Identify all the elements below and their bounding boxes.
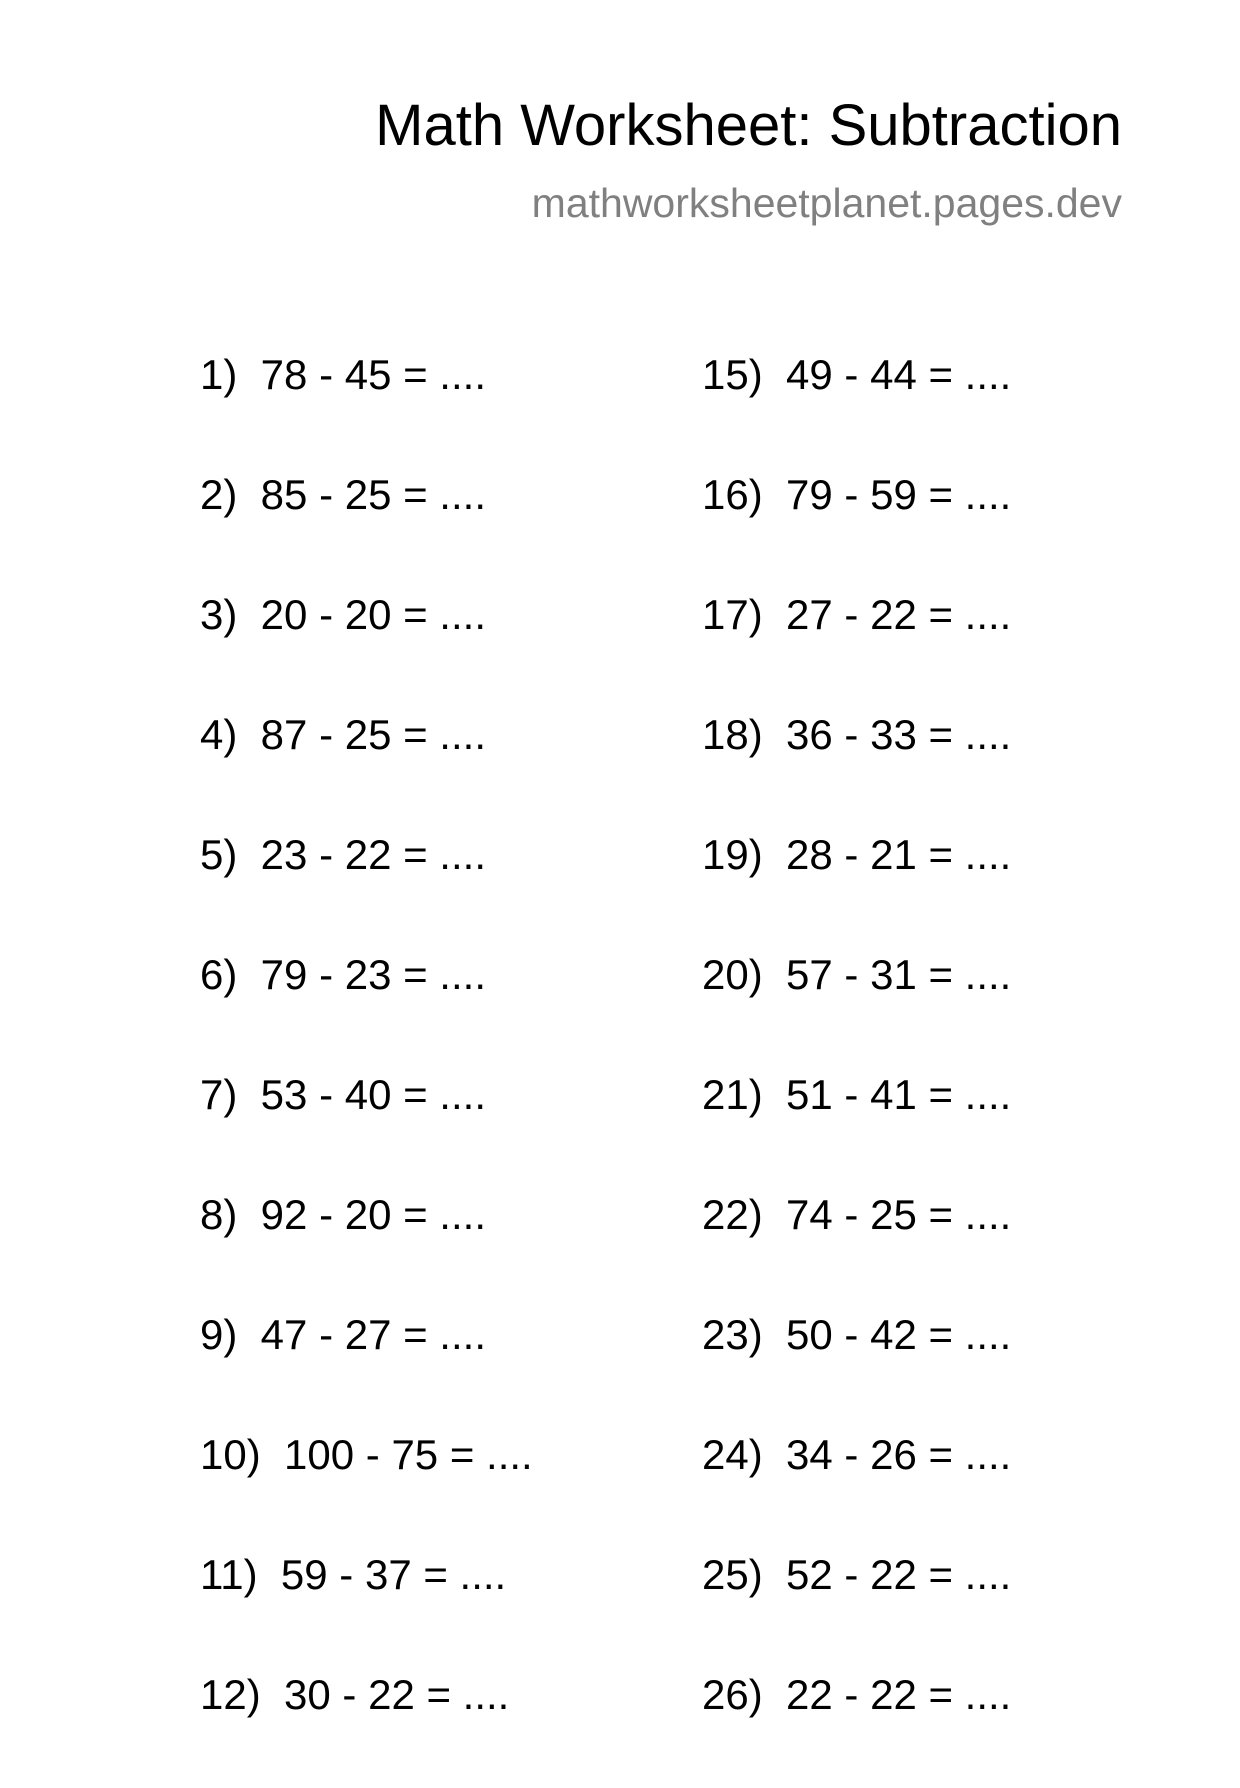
problem-15: 15) 49 - 44 = .... <box>702 351 1012 398</box>
worksheet-header <box>375 92 1122 228</box>
problem-18: 18) 36 - 33 = .... <box>702 711 1012 758</box>
site-url: mathworksheetplanet.pages.dev <box>531 180 1122 226</box>
problem-24: 24) 34 - 26 = .... <box>702 1431 1012 1478</box>
problem-20: 20) 57 - 31 = .... <box>702 951 1012 998</box>
problem-21: 21) 51 - 41 = .... <box>702 1071 1012 1118</box>
problem-9: 9) 47 - 27 = .... <box>200 1311 486 1358</box>
problem-7: 7) 53 - 40 = .... <box>200 1071 486 1118</box>
problem-3: 3) 20 - 20 = .... <box>200 591 486 638</box>
problem-2: 2) 85 - 25 = .... <box>200 471 486 518</box>
problem-8: 8) 92 - 20 = .... <box>200 1191 486 1238</box>
problem-10: 10) 100 - 75 = .... <box>200 1431 533 1478</box>
page-title: Math Worksheet: Subtraction <box>375 93 1122 158</box>
problem-11: 11) 59 - 37 = .... <box>200 1551 507 1598</box>
problem-4: 4) 87 - 25 = .... <box>200 711 486 758</box>
problem-5: 5) 23 - 22 = .... <box>200 831 486 878</box>
problem-16: 16) 79 - 59 = .... <box>702 471 1012 518</box>
problem-19: 19) 28 - 21 = .... <box>702 831 1012 878</box>
problem-12: 12) 30 - 22 = .... <box>200 1671 510 1718</box>
problem-column-left <box>200 348 533 1788</box>
problem-23: 23) 50 - 42 = .... <box>702 1311 1012 1358</box>
problem-column-right <box>702 348 1011 1788</box>
problem-22: 22) 74 - 25 = .... <box>702 1191 1012 1238</box>
problem-25: 25) 52 - 22 = .... <box>702 1551 1012 1598</box>
problem-6: 6) 79 - 23 = .... <box>200 951 486 998</box>
problem-1: 1) 78 - 45 = .... <box>200 351 486 398</box>
problem-17: 17) 27 - 22 = .... <box>702 591 1012 638</box>
problem-26: 26) 22 - 22 = .... <box>702 1671 1012 1718</box>
